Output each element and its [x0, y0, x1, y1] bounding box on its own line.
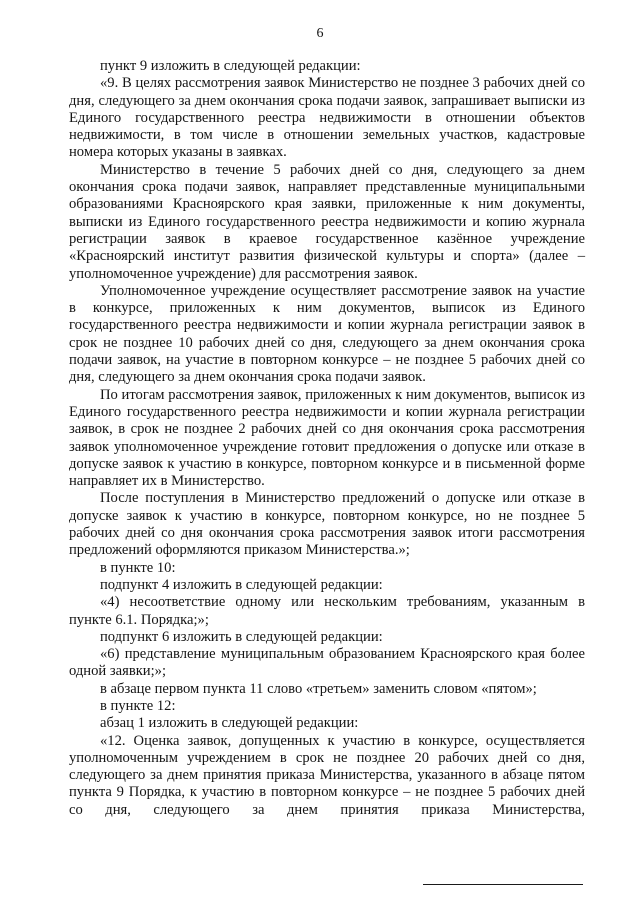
page-number: 6 — [316, 26, 324, 41]
paragraph: «9. В целях рассмотрения заявок Министерство не позднее 3 рабочих дней со дня, следующего за днем окончания срока подачи заявок, запрашивает выписки из Единого государственного реестра недвижимости в отношении объектов недвижимости, в том числе в отношении земельных участков, кадастровые номера которых указаны в заявках. — [69, 75, 585, 161]
paragraph: Министерство в течение 5 рабочих дней со дня, следующего за днем окончания срока подачи заявок, направляет представленные муниципальными образованиями Красноярского края заявки, приложенные к ним документы, выписки из Единого государственного реестра недвижимости и копию журнала регистрации заявок в краевое государственное казённое учреждение «Красноярский институт развития физической культуры и спорта» (далее – уполномоченное учреждение) для рассмотрения заявок. — [69, 161, 585, 282]
paragraph: пункт 9 изложить в следующей редакции: — [100, 58, 361, 74]
document-body — [69, 58, 585, 819]
paragraph: «12. Оценка заявок, допущенных к участию в конкурсе, осуществляется уполномоченным учреждением в срок не позднее 20 рабочих дней со дня, следующего за днем принятия приказа Министерства, указанного в абзаце пятом пункта 9 Порядка, к участию в повторном конкурсе – не позднее 5 рабочих дней со дня, следующего за днем принятия приказа Министерства, — [69, 732, 585, 818]
paragraph: подпункт 4 изложить в следующей редакции: — [100, 576, 383, 593]
paragraph: подпункт 6 изложить в следующей редакции: — [100, 628, 383, 645]
paragraph: «4) несоответствие одному или нескольким требованиям, указанным в пункте 6.1. Порядка;»; — [69, 594, 585, 628]
paragraph: Уполномоченное учреждение осуществляет рассмотрение заявок на участие в конкурсе, приложенных к ним документов, выписок из Единого государственного реестра недвижимости и копии журнала регистрации заявок в срок не позднее 10 рабочих дней со дня, следующего за днем окончания срока подачи заявок, на участие в повторном конкурсе – не позднее 5 рабочих дней со дня, следующего за днем окончания срока подачи заявок. — [69, 282, 585, 386]
paragraph: в пункте 10: — [100, 559, 176, 576]
paragraph: в абзаце первом пункта 11 слово «третьем» заменить словом «пятом»; — [100, 680, 537, 697]
paragraph: абзац 1 изложить в следующей редакции: — [100, 715, 359, 732]
paragraph: После поступления в Министерство предложений о допуске или отказе в допуске заявок к участию в конкурсе, повторном конкурсе, но не позднее 5 рабочих дней со дня окончания срока рассмотрения заявок итоги рассмотрения предложений оформляются приказом Министерства.»; — [69, 490, 585, 559]
paragraph: По итогам рассмотрения заявок, приложенных к ним документов, выписок из Единого государственного реестра недвижимости и копии журнала регистрации заявок, в срок не позднее 2 рабочих дней со дня окончания срока рассмотрения заявок уполномоченное учреждение готовит предложения о допуске или отказе в допуске заявок к участию в конкурсе, повторном конкурсе и в письменной форме направляет их в Министерство. — [69, 386, 585, 490]
paragraph: в пункте 12: — [100, 697, 176, 714]
paragraph: «6) представление муниципальным образованием Красноярского края более одной заявки;»; — [69, 646, 585, 680]
signature-line — [423, 884, 583, 885]
